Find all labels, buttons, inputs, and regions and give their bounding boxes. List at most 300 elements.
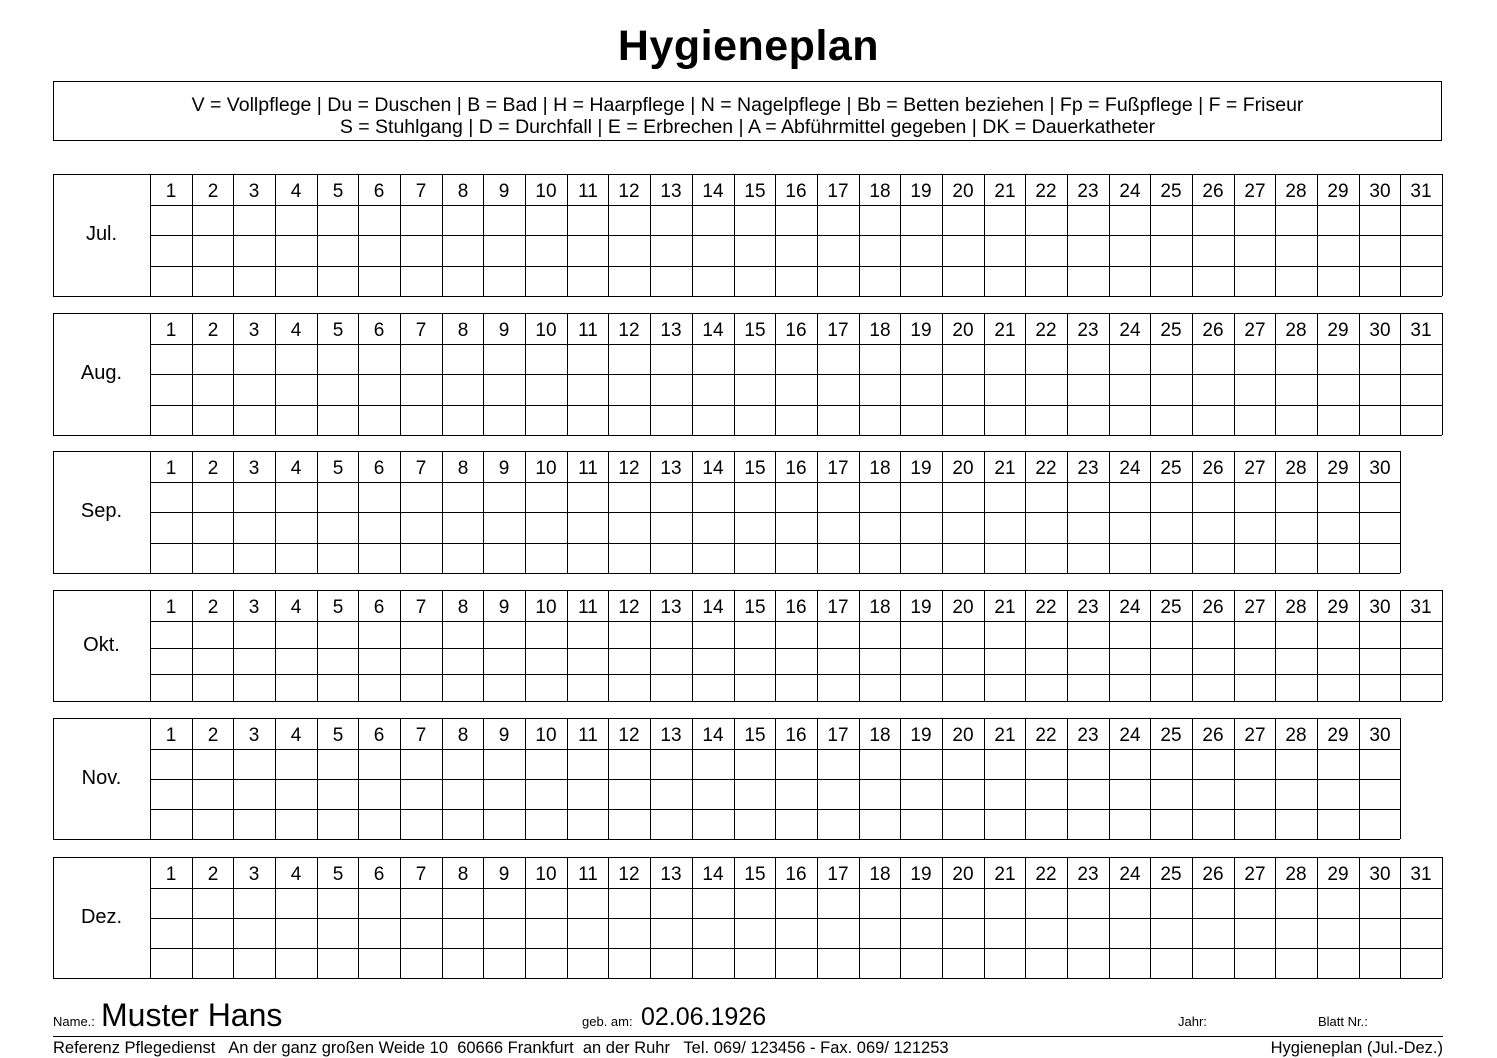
entry-cell[interactable] — [1193, 513, 1234, 542]
entry-cell[interactable] — [693, 483, 734, 512]
entry-cell[interactable] — [1193, 206, 1234, 235]
entry-cell[interactable] — [818, 750, 859, 779]
entry-cell[interactable] — [651, 622, 692, 648]
entry-cell[interactable] — [1026, 675, 1067, 701]
entry-cell[interactable] — [359, 483, 400, 512]
entry-cell[interactable] — [776, 267, 817, 296]
entry-cell[interactable] — [776, 810, 817, 839]
entry-cell[interactable] — [1151, 622, 1192, 648]
entry-cell[interactable] — [651, 483, 692, 512]
entry-cell[interactable] — [401, 780, 442, 809]
entry-cell[interactable] — [1318, 750, 1359, 779]
entry-cell[interactable] — [1318, 236, 1359, 265]
entry-cell[interactable] — [151, 649, 192, 675]
entry-cell[interactable] — [1068, 780, 1109, 809]
entry-cell[interactable] — [901, 345, 942, 374]
entry-cell[interactable] — [401, 949, 442, 978]
entry-cell[interactable] — [193, 483, 234, 512]
entry-cell[interactable] — [359, 949, 400, 978]
entry-cell[interactable] — [401, 544, 442, 573]
entry-cell[interactable] — [651, 780, 692, 809]
entry-cell[interactable] — [1110, 406, 1151, 435]
entry-cell[interactable] — [1193, 780, 1234, 809]
entry-cell[interactable] — [1360, 675, 1401, 701]
entry-cell[interactable] — [234, 622, 275, 648]
entry-cell[interactable] — [568, 675, 609, 701]
entry-cell[interactable] — [359, 345, 400, 374]
entry-cell[interactable] — [985, 949, 1026, 978]
entry-cell[interactable] — [1360, 236, 1401, 265]
entry-cell[interactable] — [985, 236, 1026, 265]
entry-cell[interactable] — [1110, 949, 1151, 978]
entry-cell[interactable] — [693, 513, 734, 542]
entry-cell[interactable] — [776, 483, 817, 512]
entry-cell[interactable] — [276, 622, 317, 648]
entry-cell[interactable] — [1193, 810, 1234, 839]
entry-cell[interactable] — [943, 483, 984, 512]
entry-cell[interactable] — [526, 345, 567, 374]
entry-cell[interactable] — [234, 750, 275, 779]
entry-cell[interactable] — [651, 649, 692, 675]
entry-cell[interactable] — [276, 267, 317, 296]
entry-cell[interactable] — [943, 622, 984, 648]
entry-cell[interactable] — [693, 406, 734, 435]
entry-cell[interactable] — [1068, 675, 1109, 701]
entry-cell[interactable] — [484, 375, 525, 404]
entry-cell[interactable] — [1193, 236, 1234, 265]
entry-cell[interactable] — [151, 236, 192, 265]
entry-cell[interactable] — [1193, 483, 1234, 512]
entry-cell[interactable] — [901, 544, 942, 573]
entry-cell[interactable] — [318, 345, 359, 374]
entry-cell[interactable] — [943, 675, 984, 701]
entry-cell[interactable] — [359, 750, 400, 779]
entry-cell[interactable] — [1276, 622, 1317, 648]
entry-cell[interactable] — [401, 750, 442, 779]
entry-cell[interactable] — [609, 267, 650, 296]
entry-cell[interactable] — [1026, 375, 1067, 404]
entry-cell[interactable] — [735, 236, 776, 265]
entry-cell[interactable] — [1235, 345, 1276, 374]
entry-cell[interactable] — [901, 889, 942, 918]
entry-cell[interactable] — [276, 780, 317, 809]
entry-cell[interactable] — [1318, 675, 1359, 701]
entry-cell[interactable] — [1026, 236, 1067, 265]
entry-cell[interactable] — [901, 750, 942, 779]
entry-cell[interactable] — [651, 206, 692, 235]
entry-cell[interactable] — [1235, 750, 1276, 779]
entry-cell[interactable] — [484, 949, 525, 978]
entry-cell[interactable] — [1151, 236, 1192, 265]
entry-cell[interactable] — [443, 780, 484, 809]
entry-cell[interactable] — [693, 675, 734, 701]
entry-cell[interactable] — [776, 919, 817, 948]
entry-cell[interactable] — [1193, 949, 1234, 978]
entry-cell[interactable] — [1276, 406, 1317, 435]
entry-cell[interactable] — [1318, 949, 1359, 978]
entry-cell[interactable] — [1235, 780, 1276, 809]
entry-cell[interactable] — [1026, 919, 1067, 948]
entry-cell[interactable] — [484, 345, 525, 374]
entry-cell[interactable] — [609, 780, 650, 809]
entry-cell[interactable] — [443, 375, 484, 404]
entry-cell[interactable] — [193, 810, 234, 839]
entry-cell[interactable] — [1318, 206, 1359, 235]
entry-cell[interactable] — [1235, 483, 1276, 512]
entry-cell[interactable] — [693, 919, 734, 948]
entry-cell[interactable] — [1360, 810, 1401, 839]
entry-cell[interactable] — [401, 622, 442, 648]
entry-cell[interactable] — [985, 622, 1026, 648]
entry-cell[interactable] — [860, 513, 901, 542]
entry-cell[interactable] — [693, 375, 734, 404]
entry-cell[interactable] — [1276, 919, 1317, 948]
entry-cell[interactable] — [1360, 649, 1401, 675]
entry-cell[interactable] — [1318, 544, 1359, 573]
entry-cell[interactable] — [484, 675, 525, 701]
entry-cell[interactable] — [776, 949, 817, 978]
entry-cell[interactable] — [609, 675, 650, 701]
entry-cell[interactable] — [609, 375, 650, 404]
entry-cell[interactable] — [1068, 750, 1109, 779]
entry-cell[interactable] — [1360, 267, 1401, 296]
entry-cell[interactable] — [818, 649, 859, 675]
entry-cell[interactable] — [943, 750, 984, 779]
entry-cell[interactable] — [985, 513, 1026, 542]
entry-cell[interactable] — [943, 949, 984, 978]
entry-cell[interactable] — [1235, 236, 1276, 265]
entry-cell[interactable] — [776, 622, 817, 648]
entry-cell[interactable] — [776, 889, 817, 918]
entry-cell[interactable] — [359, 649, 400, 675]
entry-cell[interactable] — [1193, 345, 1234, 374]
entry-cell[interactable] — [943, 780, 984, 809]
entry-cell[interactable] — [1110, 483, 1151, 512]
entry-cell[interactable] — [651, 267, 692, 296]
entry-cell[interactable] — [776, 780, 817, 809]
entry-cell[interactable] — [1151, 949, 1192, 978]
entry-cell[interactable] — [1235, 649, 1276, 675]
entry-cell[interactable] — [776, 345, 817, 374]
entry-cell[interactable] — [276, 206, 317, 235]
entry-cell[interactable] — [1401, 675, 1442, 701]
entry-cell[interactable] — [1026, 750, 1067, 779]
entry-cell[interactable] — [1318, 483, 1359, 512]
entry-cell[interactable] — [1193, 375, 1234, 404]
entry-cell[interactable] — [693, 622, 734, 648]
entry-cell[interactable] — [484, 622, 525, 648]
entry-cell[interactable] — [276, 919, 317, 948]
entry-cell[interactable] — [151, 622, 192, 648]
entry-cell[interactable] — [1235, 622, 1276, 648]
entry-cell[interactable] — [568, 406, 609, 435]
entry-cell[interactable] — [568, 919, 609, 948]
entry-cell[interactable] — [526, 949, 567, 978]
entry-cell[interactable] — [193, 780, 234, 809]
entry-cell[interactable] — [1026, 949, 1067, 978]
entry-cell[interactable] — [318, 206, 359, 235]
entry-cell[interactable] — [776, 649, 817, 675]
entry-cell[interactable] — [526, 544, 567, 573]
entry-cell[interactable] — [651, 345, 692, 374]
entry-cell[interactable] — [735, 206, 776, 235]
entry-cell[interactable] — [985, 750, 1026, 779]
entry-cell[interactable] — [318, 483, 359, 512]
entry-cell[interactable] — [1026, 406, 1067, 435]
entry-cell[interactable] — [651, 675, 692, 701]
entry-cell[interactable] — [526, 406, 567, 435]
entry-cell[interactable] — [484, 483, 525, 512]
entry-cell[interactable] — [1026, 780, 1067, 809]
entry-cell[interactable] — [568, 889, 609, 918]
entry-cell[interactable] — [1235, 513, 1276, 542]
entry-cell[interactable] — [1276, 949, 1317, 978]
entry-cell[interactable] — [443, 949, 484, 978]
entry-cell[interactable] — [776, 544, 817, 573]
entry-cell[interactable] — [401, 675, 442, 701]
entry-cell[interactable] — [943, 513, 984, 542]
entry-cell[interactable] — [776, 750, 817, 779]
entry-cell[interactable] — [151, 206, 192, 235]
entry-cell[interactable] — [318, 622, 359, 648]
entry-cell[interactable] — [526, 810, 567, 839]
entry-cell[interactable] — [1401, 406, 1442, 435]
entry-cell[interactable] — [985, 544, 1026, 573]
entry-cell[interactable] — [234, 675, 275, 701]
entry-cell[interactable] — [526, 919, 567, 948]
entry-cell[interactable] — [484, 649, 525, 675]
entry-cell[interactable] — [1235, 919, 1276, 948]
entry-cell[interactable] — [318, 544, 359, 573]
entry-cell[interactable] — [193, 267, 234, 296]
entry-cell[interactable] — [401, 889, 442, 918]
entry-cell[interactable] — [318, 780, 359, 809]
entry-cell[interactable] — [359, 513, 400, 542]
entry-cell[interactable] — [609, 750, 650, 779]
entry-cell[interactable] — [1318, 919, 1359, 948]
entry-cell[interactable] — [1151, 345, 1192, 374]
entry-cell[interactable] — [193, 406, 234, 435]
entry-cell[interactable] — [359, 675, 400, 701]
entry-cell[interactable] — [609, 483, 650, 512]
entry-cell[interactable] — [1276, 780, 1317, 809]
entry-cell[interactable] — [234, 810, 275, 839]
entry-cell[interactable] — [1110, 267, 1151, 296]
entry-cell[interactable] — [151, 810, 192, 839]
entry-cell[interactable] — [193, 889, 234, 918]
entry-cell[interactable] — [1026, 345, 1067, 374]
entry-cell[interactable] — [1401, 236, 1442, 265]
entry-cell[interactable] — [484, 267, 525, 296]
entry-cell[interactable] — [818, 919, 859, 948]
entry-cell[interactable] — [1193, 544, 1234, 573]
entry-cell[interactable] — [443, 236, 484, 265]
entry-cell[interactable] — [359, 919, 400, 948]
entry-cell[interactable] — [484, 513, 525, 542]
entry-cell[interactable] — [151, 267, 192, 296]
entry-cell[interactable] — [318, 375, 359, 404]
entry-cell[interactable] — [818, 345, 859, 374]
entry-cell[interactable] — [901, 649, 942, 675]
entry-cell[interactable] — [318, 919, 359, 948]
entry-cell[interactable] — [1318, 649, 1359, 675]
entry-cell[interactable] — [901, 780, 942, 809]
entry-cell[interactable] — [1193, 675, 1234, 701]
entry-cell[interactable] — [359, 236, 400, 265]
entry-cell[interactable] — [568, 780, 609, 809]
entry-cell[interactable] — [1068, 544, 1109, 573]
entry-cell[interactable] — [1110, 236, 1151, 265]
entry-cell[interactable] — [860, 889, 901, 918]
entry-cell[interactable] — [1110, 675, 1151, 701]
entry-cell[interactable] — [1068, 949, 1109, 978]
entry-cell[interactable] — [651, 949, 692, 978]
entry-cell[interactable] — [234, 889, 275, 918]
entry-cell[interactable] — [568, 649, 609, 675]
entry-cell[interactable] — [735, 622, 776, 648]
entry-cell[interactable] — [776, 675, 817, 701]
entry-cell[interactable] — [776, 206, 817, 235]
entry-cell[interactable] — [526, 750, 567, 779]
entry-cell[interactable] — [1318, 345, 1359, 374]
entry-cell[interactable] — [985, 780, 1026, 809]
entry-cell[interactable] — [818, 544, 859, 573]
entry-cell[interactable] — [193, 649, 234, 675]
entry-cell[interactable] — [1110, 622, 1151, 648]
entry-cell[interactable] — [1401, 375, 1442, 404]
entry-cell[interactable] — [901, 622, 942, 648]
entry-cell[interactable] — [443, 919, 484, 948]
entry-cell[interactable] — [1401, 889, 1442, 918]
entry-cell[interactable] — [526, 236, 567, 265]
entry-cell[interactable] — [1401, 206, 1442, 235]
entry-cell[interactable] — [901, 919, 942, 948]
entry-cell[interactable] — [943, 649, 984, 675]
entry-cell[interactable] — [1276, 750, 1317, 779]
entry-cell[interactable] — [776, 406, 817, 435]
entry-cell[interactable] — [860, 675, 901, 701]
entry-cell[interactable] — [526, 267, 567, 296]
entry-cell[interactable] — [1068, 483, 1109, 512]
entry-cell[interactable] — [1151, 919, 1192, 948]
entry-cell[interactable] — [1235, 544, 1276, 573]
entry-cell[interactable] — [1026, 206, 1067, 235]
entry-cell[interactable] — [943, 919, 984, 948]
entry-cell[interactable] — [860, 206, 901, 235]
entry-cell[interactable] — [526, 889, 567, 918]
entry-cell[interactable] — [1276, 649, 1317, 675]
entry-cell[interactable] — [985, 649, 1026, 675]
entry-cell[interactable] — [609, 406, 650, 435]
entry-cell[interactable] — [1151, 206, 1192, 235]
entry-cell[interactable] — [901, 513, 942, 542]
entry-cell[interactable] — [568, 483, 609, 512]
entry-cell[interactable] — [1360, 750, 1401, 779]
entry-cell[interactable] — [1151, 483, 1192, 512]
entry-cell[interactable] — [193, 544, 234, 573]
entry-cell[interactable] — [1151, 649, 1192, 675]
entry-cell[interactable] — [193, 345, 234, 374]
entry-cell[interactable] — [818, 513, 859, 542]
entry-cell[interactable] — [568, 206, 609, 235]
entry-cell[interactable] — [193, 513, 234, 542]
entry-cell[interactable] — [443, 206, 484, 235]
entry-cell[interactable] — [943, 406, 984, 435]
entry-cell[interactable] — [860, 780, 901, 809]
entry-cell[interactable] — [1360, 544, 1401, 573]
entry-cell[interactable] — [443, 675, 484, 701]
entry-cell[interactable] — [443, 544, 484, 573]
entry-cell[interactable] — [860, 236, 901, 265]
entry-cell[interactable] — [401, 267, 442, 296]
entry-cell[interactable] — [609, 889, 650, 918]
entry-cell[interactable] — [1068, 810, 1109, 839]
entry-cell[interactable] — [1110, 750, 1151, 779]
entry-cell[interactable] — [1360, 780, 1401, 809]
entry-cell[interactable] — [860, 649, 901, 675]
entry-cell[interactable] — [151, 375, 192, 404]
entry-cell[interactable] — [193, 750, 234, 779]
entry-cell[interactable] — [193, 236, 234, 265]
entry-cell[interactable] — [276, 889, 317, 918]
entry-cell[interactable] — [568, 544, 609, 573]
entry-cell[interactable] — [1318, 406, 1359, 435]
entry-cell[interactable] — [818, 889, 859, 918]
entry-cell[interactable] — [901, 675, 942, 701]
entry-cell[interactable] — [234, 483, 275, 512]
entry-cell[interactable] — [193, 206, 234, 235]
entry-cell[interactable] — [1276, 513, 1317, 542]
entry-cell[interactable] — [651, 919, 692, 948]
entry-cell[interactable] — [1151, 406, 1192, 435]
entry-cell[interactable] — [484, 236, 525, 265]
entry-cell[interactable] — [609, 919, 650, 948]
entry-cell[interactable] — [1026, 810, 1067, 839]
entry-cell[interactable] — [151, 780, 192, 809]
entry-cell[interactable] — [735, 949, 776, 978]
entry-cell[interactable] — [735, 406, 776, 435]
entry-cell[interactable] — [151, 919, 192, 948]
entry-cell[interactable] — [234, 236, 275, 265]
entry-cell[interactable] — [1026, 889, 1067, 918]
entry-cell[interactable] — [1276, 375, 1317, 404]
entry-cell[interactable] — [693, 267, 734, 296]
entry-cell[interactable] — [985, 267, 1026, 296]
entry-cell[interactable] — [609, 513, 650, 542]
entry-cell[interactable] — [151, 544, 192, 573]
entry-cell[interactable] — [234, 513, 275, 542]
entry-cell[interactable] — [151, 750, 192, 779]
entry-cell[interactable] — [735, 780, 776, 809]
entry-cell[interactable] — [1401, 949, 1442, 978]
entry-cell[interactable] — [985, 206, 1026, 235]
entry-cell[interactable] — [776, 236, 817, 265]
entry-cell[interactable] — [1151, 750, 1192, 779]
entry-cell[interactable] — [735, 675, 776, 701]
entry-cell[interactable] — [234, 649, 275, 675]
entry-cell[interactable] — [401, 375, 442, 404]
entry-cell[interactable] — [568, 949, 609, 978]
entry-cell[interactable] — [1276, 267, 1317, 296]
entry-cell[interactable] — [735, 513, 776, 542]
entry-cell[interactable] — [860, 810, 901, 839]
entry-cell[interactable] — [359, 780, 400, 809]
entry-cell[interactable] — [693, 810, 734, 839]
entry-cell[interactable] — [1276, 889, 1317, 918]
entry-cell[interactable] — [1235, 267, 1276, 296]
entry-cell[interactable] — [359, 406, 400, 435]
entry-cell[interactable] — [234, 949, 275, 978]
